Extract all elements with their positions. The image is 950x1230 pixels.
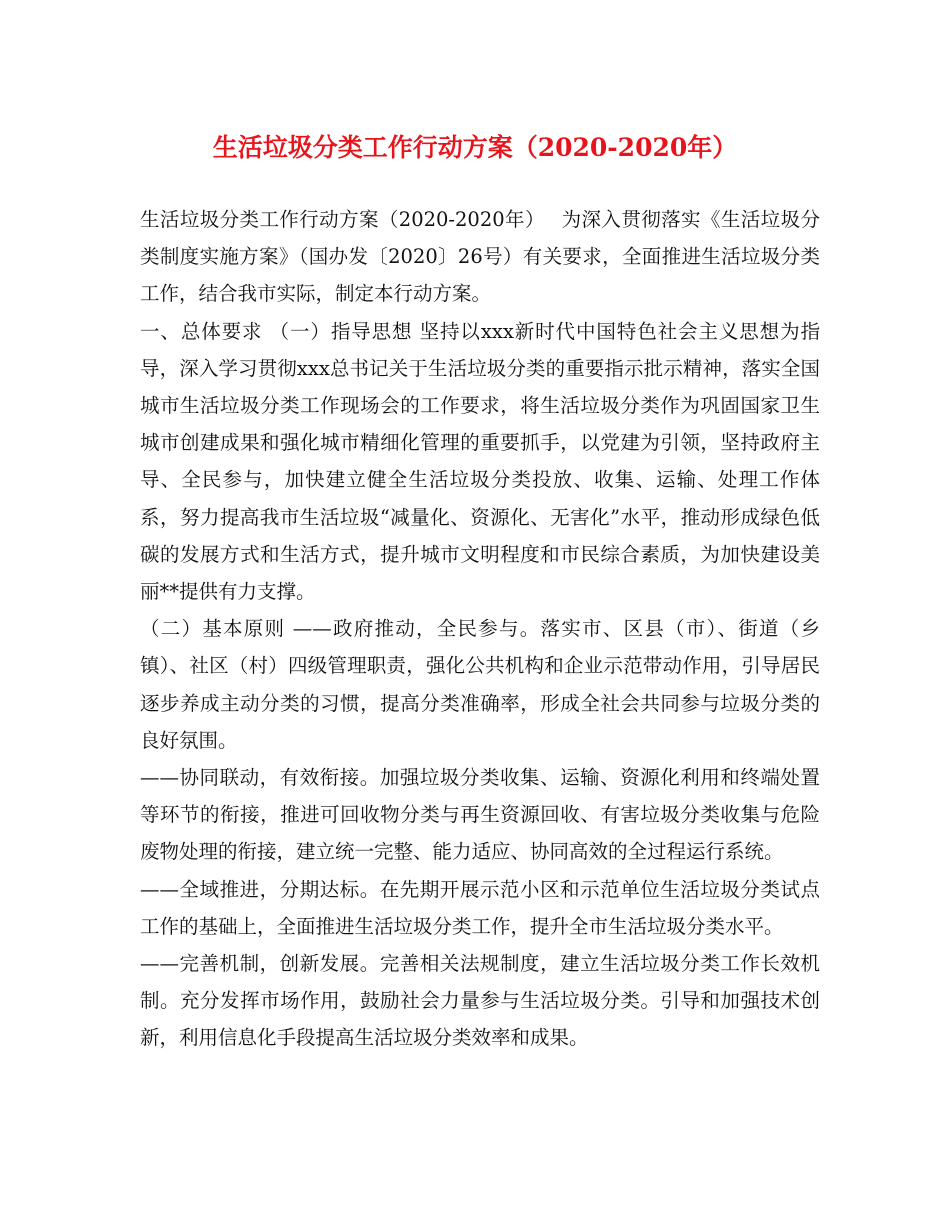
paragraph-coordination: ——协同联动，有效衔接。加强垃圾分类收集、运输、资源化利用和终端处置等环节的衔接，推进可回收物分类与再生资源回收、有害垃圾分类收集与危险废物处理的衔接，建立统一完整、能力适应、协同高效的全过程运行系统。 [140,766,820,864]
paragraph-basic-principles: （二）基本原则 ——政府推动，全民参与。落实市、区县（市）、街道（乡镇）、社区（村）四级管理职责，强化公共机构和企业示范带动作用，引导居民逐步养成主动分类的习惯，提高分类准确率，形成全社会共同参与垃圾分类的良好氛围。 [140,617,820,752]
paragraph-full-coverage: ——全域推进，分期达标。在先期开展示范小区和示范单位生活垃圾分类试点工作的基础上，全面推进生活垃圾分类工作，提升全市生活垃圾分类水平。 [140,877,820,938]
paragraph-mechanism: ——完善机制，创新发展。完善相关法规制度，建立生活垃圾分类工作长效机制。充分发挥市场作用，鼓励社会力量参与生活垃圾分类。引导和加强技术创新，利用信息化手段提高生活垃圾分类效率和成果。 [140,952,820,1050]
paragraph-intro: 生活垃圾分类工作行动方案（2020-2020年） 为深入贯彻落实《生活垃圾分类制度实施方案》（国办发〔2020〕26号）有关要求，全面推进生活垃圾分类工作，结合我市实际，制定本行动方案。 [140,208,820,306]
document-body [140,201,820,1057]
paragraph-general-requirements: 一、总体要求 （一）指导思想 坚持以xxx新时代中国特色社会主义思想为指导，深入学习贯彻xxx总书记关于生活垃圾分类的重要指示批示精神，落实全国城市生活垃圾分类工作现场会的工作要求，将生活垃圾分类作为巩固国家卫生城市创建成果和强化城市精细化管理的重要抓手，以党建为引领，坚持政府主导、全民参与，加快建立健全生活垃圾分类投放、收集、运输、处理工作体系，努力提高我市生活垃圾“减量化、资源化、无害化”水平，推动形成绿色低碳的发展方式和生活方式，提升城市文明程度和市民综合素质，为加快建设美丽**提供有力支撑。 [140,319,820,604]
document-title: 生活垃圾分类工作行动方案（2020-2020年） [212,133,738,162]
